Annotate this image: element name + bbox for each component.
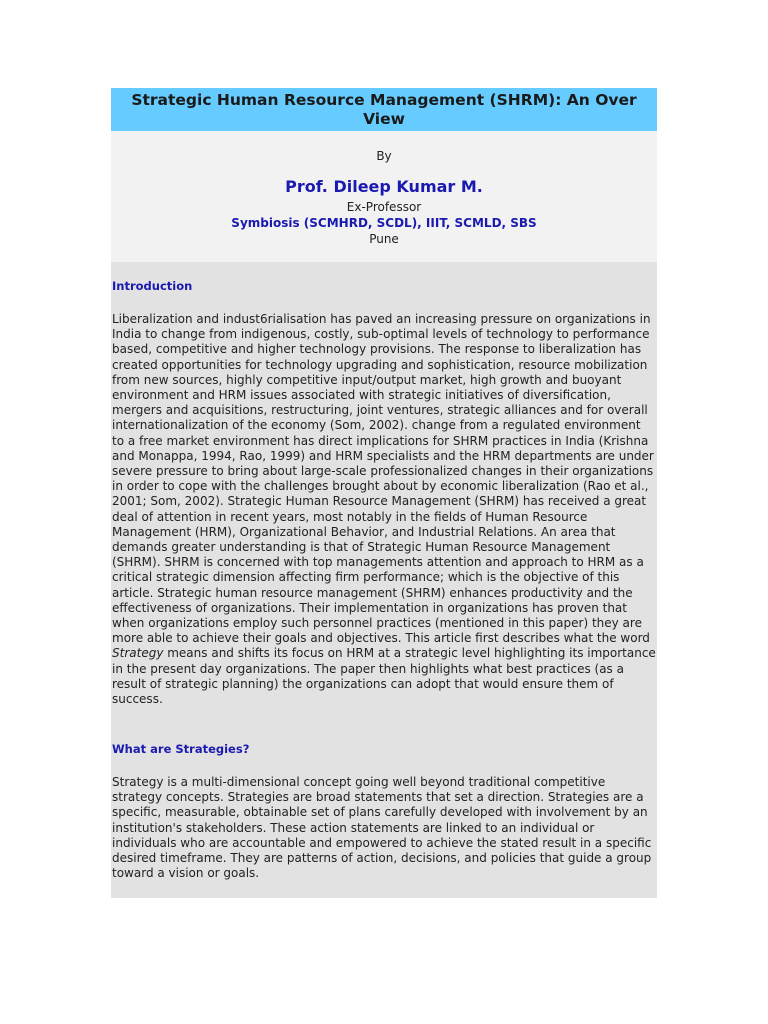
section-heading-introduction: Introduction (112, 279, 193, 293)
by-label: By (376, 149, 392, 163)
title-band (111, 88, 657, 131)
author-affiliation: Symbiosis (SCMHRD, SCDL), IIIT, SCMLD, SBS (231, 216, 537, 230)
article-body (111, 262, 657, 898)
author-position: Ex-Professor (346, 200, 422, 214)
strategies-paragraph: Strategy is a multi-dimensional concept going well beyond traditional competitive strategy concepts. Strategies are broad statements that set a direction. Strategies are a specific, measurable, obtainable set of plans carefully developed with involvement by an institution's stakeholders. These action statements are linked to an individual or individuals who are accountable and empowered to achieve the stated result in a specific desired timeframe. They are patterns of action, decisions, and policies that guide a group toward a vision or goals. (112, 775, 652, 881)
introduction-emphasis: Strategy (112, 646, 164, 661)
byline-block (111, 131, 657, 262)
introduction-text-part-1: Liberalization and indust6rialisation has paved an increasing pressure on organizations in India to change from indigenous, costly, sub-optimal levels of technology to performance based, competitive and higher technology provisions. The response to liberalization has created opportunities for technology upgrading and sophistication, resource mobilization from new sources, highly competitive input/output market, high growth and buoyant environment and HRM issues associated with strategic initiatives of diversification, mergers and acquisitions, restructuring, joint ventures, strategic alliances and for overall internationalization of the economy (Som, 2002). change from a regulated environment to a free market environment has direct implications for SHRM practices in India (Krishna and Monappa, 1994, Rao, 1999) and HRM specialists and the HRM departments are under severe pressure to bring about large-scale professionalized changes in their organizations in order to cope with the challenges brought about by economic liberalization (Rao et al., 2001; Som, 2002). Strategic Human Resource Management (SHRM) has received a great deal of attention in recent years, most notably in the fields of Human Resource Management (HRM), Organizational Behavior, and Industrial Relations. An area that demands greater understanding is that of Strategic Human Resource Management (SHRM). SHRM is concerned with top managements attention and approach to HRM as a critical strategic dimension affecting firm performance; which is the objective of this article. Strategic human resource management (SHRM) enhances productivity and the effectiveness of organizations. Their implementation in organizations has proven that when organizations employ such personnel practices (mentioned in this paper) they are more able to achieve their goals and objectives. This article first describes what the word (112, 312, 654, 646)
section-heading-strategies: What are Strategies? (112, 742, 250, 756)
document-title: Strategic Human Resource Management (SHRM): An Over View (131, 90, 637, 128)
author-city: Pune (369, 232, 399, 246)
author-name: Prof. Dileep Kumar M. (285, 177, 483, 196)
document-page (111, 88, 657, 898)
introduction-paragraph (112, 312, 656, 707)
introduction-text-part-2: means and shifts its focus on HRM at a strategic level highlighting its importance in the present day organizations. The paper then highlights what best practices (as a result of strategic planning) the organizations can adopt that would ensure them of success. (112, 646, 656, 707)
